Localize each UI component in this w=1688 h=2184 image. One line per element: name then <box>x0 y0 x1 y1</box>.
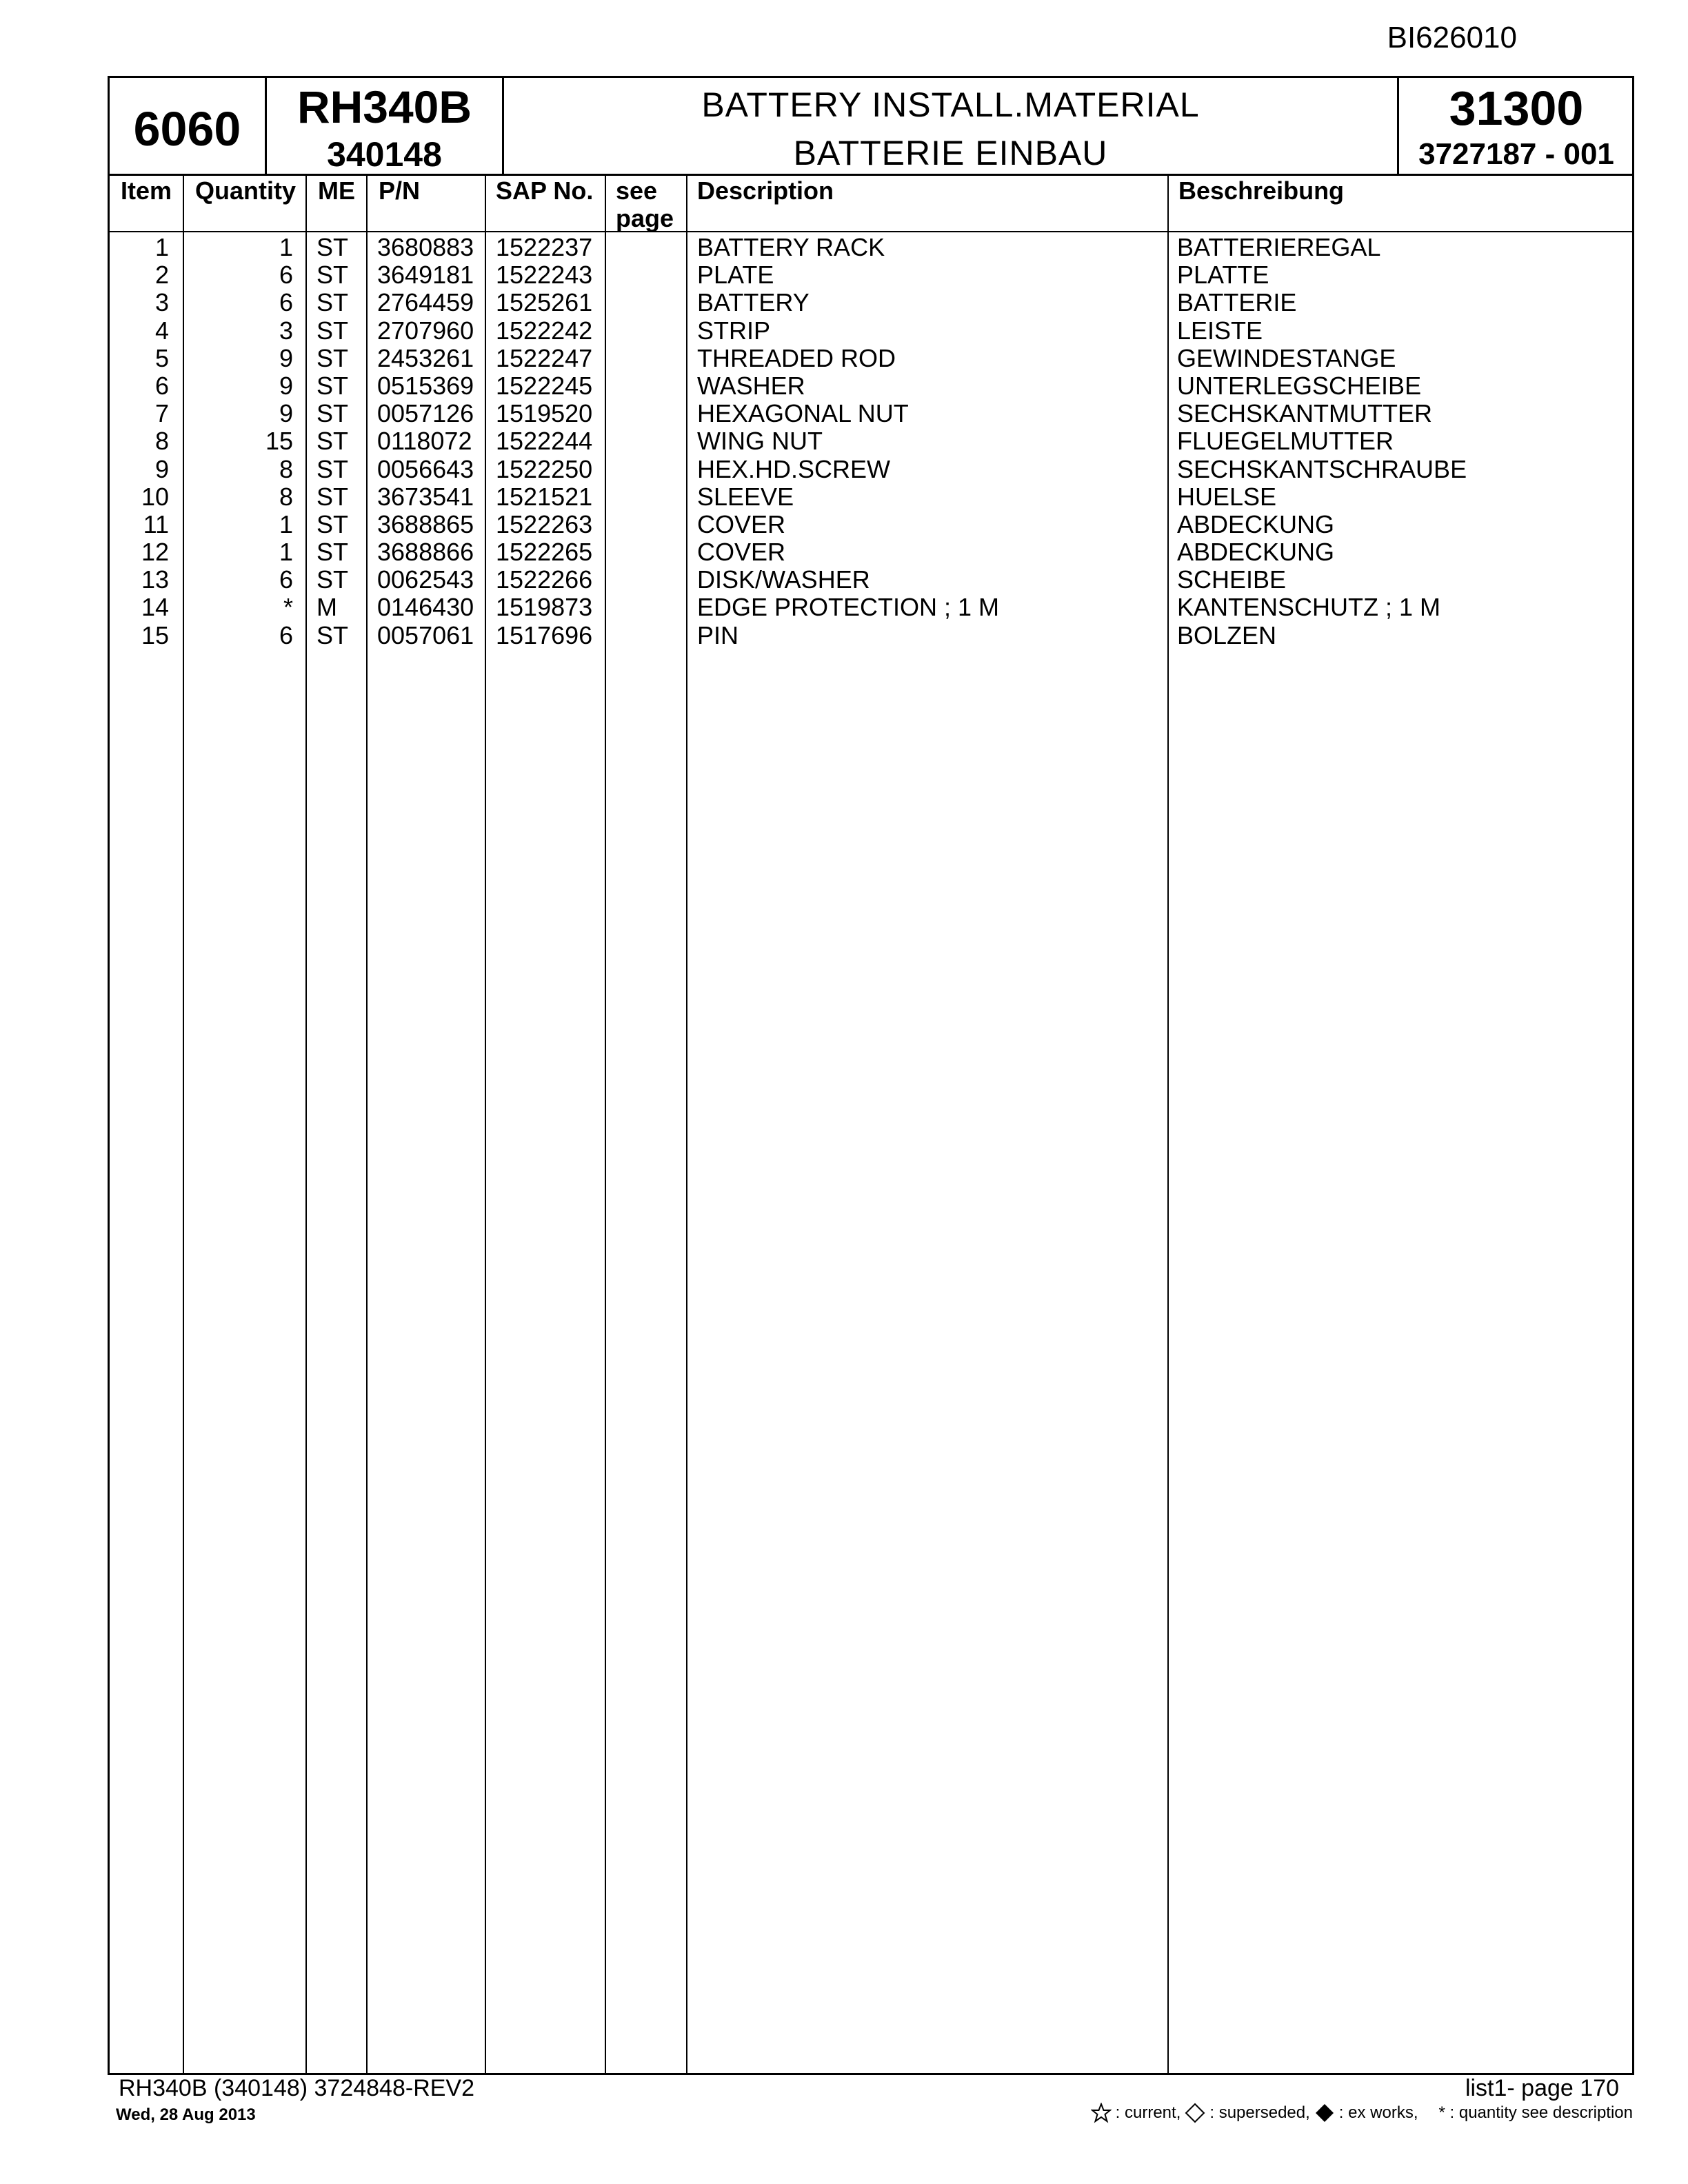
description: BATTERY <box>697 288 810 317</box>
table-row <box>110 427 1632 455</box>
beschreibung: SECHSKANTMUTTER <box>1177 399 1433 428</box>
sap-number: 1517696 <box>496 620 593 649</box>
sap-number: 1522247 <box>496 343 593 372</box>
description: EDGE PROTECTION ; 1 M <box>697 593 1000 622</box>
part-number: 2453261 <box>377 343 474 372</box>
quantity: 6 <box>279 288 293 317</box>
beschreibung: BATTERIEREGAL <box>1177 233 1381 261</box>
group-number-cell <box>110 78 267 174</box>
quantity: 6 <box>279 261 293 290</box>
sap-number: 1525261 <box>496 288 593 317</box>
th-page: page <box>616 204 674 232</box>
quantity: 6 <box>279 565 293 594</box>
beschreibung: BATTERIE <box>1177 288 1297 317</box>
unit: ST <box>316 565 349 594</box>
th-me: ME <box>318 176 355 205</box>
table-row <box>110 483 1632 511</box>
description: SLEEVE <box>697 482 794 511</box>
part-number: 3680883 <box>377 233 474 261</box>
part-number: 0056643 <box>377 454 474 483</box>
table-row <box>110 511 1632 538</box>
beschreibung: ABDECKUNG <box>1177 538 1335 567</box>
quantity: * <box>283 593 293 622</box>
item-number: 2 <box>154 261 169 290</box>
description: BATTERY RACK <box>697 233 885 261</box>
title-cell <box>504 78 1399 174</box>
unit: ST <box>316 509 349 538</box>
page-number-cell <box>1399 78 1634 174</box>
beschreibung: FLUEGELMUTTER <box>1177 427 1394 456</box>
quantity: 1 <box>279 233 293 261</box>
sap-number: 1522242 <box>496 316 593 345</box>
th-description: Description <box>697 176 834 205</box>
unit: ST <box>316 288 349 317</box>
parts-table <box>108 174 1634 2075</box>
table-row <box>110 622 1632 649</box>
item-number: 12 <box>141 538 169 567</box>
quantity: 15 <box>265 427 293 456</box>
sap-number: 1522245 <box>496 371 593 400</box>
beschreibung: LEISTE <box>1177 316 1263 345</box>
sap-number: 1522263 <box>496 509 593 538</box>
drawing-number: 3727187 - 001 <box>1418 137 1614 171</box>
model-name: RH340B <box>297 81 472 132</box>
sap-number: 1522244 <box>496 427 593 456</box>
title-german: BATTERIE EINBAU <box>793 134 1108 172</box>
sap-number: 1519520 <box>496 399 593 428</box>
description: WING NUT <box>697 427 823 456</box>
group-number: 6060 <box>133 102 241 156</box>
th-pn: P/N <box>379 176 421 205</box>
beschreibung: KANTENSCHUTZ ; 1 M <box>1177 593 1441 622</box>
th-item: Item <box>121 176 172 205</box>
table-row <box>110 234 1632 261</box>
diamond-outline-icon <box>1185 2103 1205 2123</box>
quantity: 1 <box>279 538 293 567</box>
part-number: 0515369 <box>377 371 474 400</box>
table-row <box>110 456 1632 483</box>
unit: ST <box>316 538 349 567</box>
footer-page-ref: list1- page 170 <box>1465 2075 1619 2101</box>
legend-current: : current, <box>1115 2103 1181 2122</box>
part-number: 2764459 <box>377 288 474 317</box>
quantity: 9 <box>279 371 293 400</box>
quantity: 6 <box>279 620 293 649</box>
item-number: 5 <box>154 343 169 372</box>
th-beschreibung: Beschreibung <box>1178 176 1345 205</box>
beschreibung: BOLZEN <box>1177 620 1277 649</box>
quantity: 8 <box>279 482 293 511</box>
legend-quantity: * : quantity see description <box>1438 2103 1633 2122</box>
legend <box>1091 2103 1633 2123</box>
part-number: 3649181 <box>377 261 474 290</box>
description: PLATE <box>697 261 774 290</box>
item-number: 15 <box>141 620 169 649</box>
description: DISK/WASHER <box>697 565 870 594</box>
beschreibung: HUELSE <box>1177 482 1277 511</box>
item-number: 7 <box>154 399 169 428</box>
unit: ST <box>316 454 349 483</box>
sap-number: 1522266 <box>496 565 593 594</box>
description: HEXAGONAL NUT <box>697 399 909 428</box>
legend-ex-works: : ex works, <box>1338 2103 1418 2122</box>
part-number: 0057126 <box>377 399 474 428</box>
item-number: 13 <box>141 565 169 594</box>
beschreibung: GEWINDESTANGE <box>1177 343 1396 372</box>
table-row <box>110 538 1632 566</box>
part-number: 0057061 <box>377 620 474 649</box>
item-number: 14 <box>141 593 169 622</box>
quantity: 1 <box>279 509 293 538</box>
part-number: 2707960 <box>377 316 474 345</box>
unit: ST <box>316 343 349 372</box>
sap-number: 1522243 <box>496 261 593 290</box>
table-row <box>110 594 1632 621</box>
table-row <box>110 289 1632 316</box>
header-block <box>108 76 1634 174</box>
description: COVER <box>697 509 786 538</box>
unit: ST <box>316 620 349 649</box>
part-number: 3673541 <box>377 482 474 511</box>
sap-number: 1522237 <box>496 233 593 261</box>
beschreibung: SCHEIBE <box>1177 565 1287 594</box>
th-sap: SAP No. <box>496 176 594 205</box>
description: WASHER <box>697 371 805 400</box>
table-row <box>110 372 1632 400</box>
sap-number: 1519873 <box>496 593 593 622</box>
unit: ST <box>316 371 349 400</box>
table-rows <box>110 234 1632 649</box>
unit: ST <box>316 316 349 345</box>
description: COVER <box>697 538 786 567</box>
serial-number: 340148 <box>327 135 442 174</box>
part-number: 0062543 <box>377 565 474 594</box>
item-number: 8 <box>154 427 169 456</box>
document-id: BI626010 <box>1387 21 1517 54</box>
diamond-filled-icon <box>1314 2103 1335 2123</box>
sap-number: 1521521 <box>496 482 593 511</box>
sap-number: 1522250 <box>496 454 593 483</box>
unit: ST <box>316 261 349 290</box>
table-row <box>110 317 1632 345</box>
footer-date: Wed, 28 Aug 2013 <box>116 2105 256 2124</box>
quantity: 9 <box>279 399 293 428</box>
th-see: see <box>616 176 658 205</box>
legend-superseded: : superseded, <box>1209 2103 1310 2122</box>
beschreibung: PLATTE <box>1177 261 1269 290</box>
title-english: BATTERY INSTALL.MATERIAL <box>701 85 1200 124</box>
beschreibung: UNTERLEGSCHEIBE <box>1177 371 1422 400</box>
part-number: 0146430 <box>377 593 474 622</box>
description: PIN <box>697 620 739 649</box>
table-row <box>110 261 1632 289</box>
description: HEX.HD.SCREW <box>697 454 891 483</box>
part-number: 3688865 <box>377 509 474 538</box>
item-number: 9 <box>154 454 169 483</box>
quantity: 3 <box>279 316 293 345</box>
table-row <box>110 566 1632 594</box>
header-divider <box>110 231 1632 232</box>
footer-document-ref: RH340B (340148) 3724848-REV2 <box>119 2075 475 2101</box>
beschreibung: ABDECKUNG <box>1177 509 1335 538</box>
unit: M <box>316 593 337 622</box>
part-number: 3688866 <box>377 538 474 567</box>
th-quantity: Quantity <box>195 176 297 205</box>
item-number: 1 <box>154 233 169 261</box>
beschreibung: SECHSKANTSCHRAUBE <box>1177 454 1467 483</box>
model-cell <box>267 78 504 174</box>
part-number: 0118072 <box>377 427 472 456</box>
description: STRIP <box>697 316 771 345</box>
unit: ST <box>316 482 349 511</box>
description: THREADED ROD <box>697 343 896 372</box>
unit: ST <box>316 399 349 428</box>
page-number: 31300 <box>1449 81 1584 135</box>
star-outline-icon <box>1091 2103 1112 2123</box>
item-number: 11 <box>143 509 169 538</box>
item-number: 3 <box>154 288 169 317</box>
item-number: 6 <box>154 371 169 400</box>
unit: ST <box>316 233 349 261</box>
item-number: 4 <box>154 316 169 345</box>
unit: ST <box>316 427 349 456</box>
table-row <box>110 400 1632 427</box>
quantity: 8 <box>279 454 293 483</box>
quantity: 9 <box>279 343 293 372</box>
table-row <box>110 345 1632 372</box>
item-number: 10 <box>141 482 169 511</box>
sap-number: 1522265 <box>496 538 593 567</box>
